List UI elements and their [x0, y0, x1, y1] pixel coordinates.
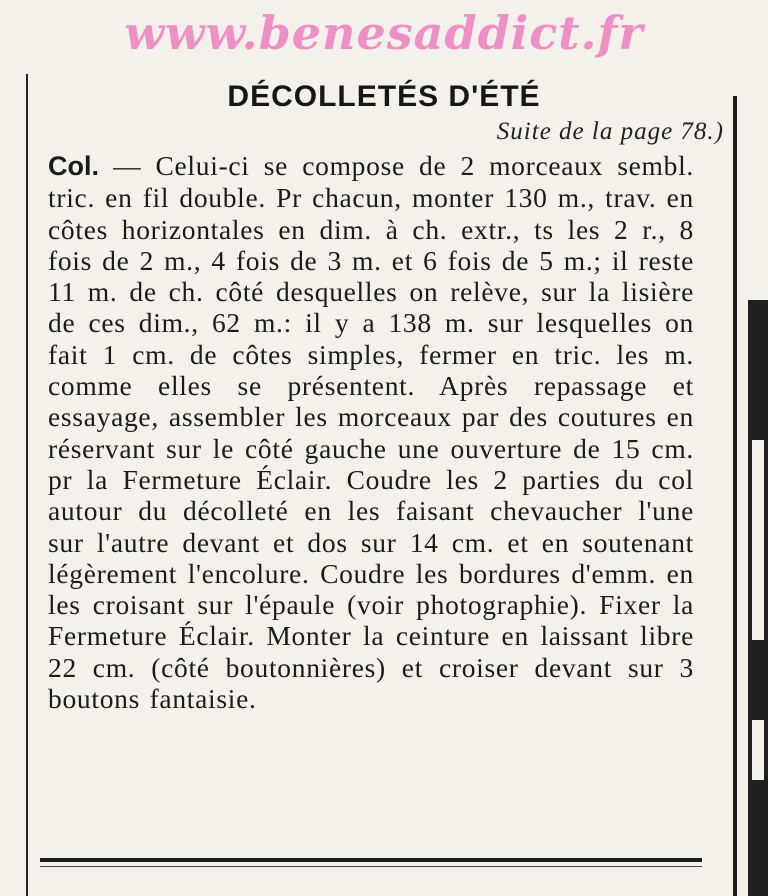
article-title: DÉCOLLETÉS D'ÉTÉ: [227, 80, 541, 113]
adjacent-column-gap: [752, 720, 764, 780]
bottom-rule: [40, 858, 702, 862]
continuation-note: Suite de la page 78.): [496, 118, 724, 145]
left-column-rule: [26, 74, 28, 896]
bottom-rule-thin: [40, 866, 702, 867]
article-body: [48, 150, 694, 714]
watermark-url: www.benesaddict.fr: [124, 6, 644, 60]
adjacent-column-gap: [752, 440, 764, 640]
right-column-rule: [733, 96, 737, 896]
lead-word: Col.: [48, 151, 99, 181]
body-text: — Celui-ci se compose de 2 morceaux sembl. tric. en fil double. Pr chacun, monter 130 m., trav. en côtes horizontales en dim. à ch. extr., ts les 2 r., 8 fois de 2 m., 4 fois de 3 m. et 6 fois de 5 m.; il reste 11 m. de ch. côté desquelles on relève, sur la lisière de ces dim., 62 m.: il y a 138 m. sur lesquelles on fait 1 cm. de côtes simples, fermer en tric. les m. comme elles se présentent. Après repassage et essayage, assembler les morceaux par des coutures en réservant sur le côté gauche une ouverture de 15 cm. pr la Fermeture Éclair. Coudre les 2 parties du col autour du décolleté en les faisant chevaucher l'une sur l'autre devant et dos sur 14 cm. et en soutenant légèrement l'encolure. Coudre les bordures d'emm. en les croisant sur l'épaule (voir photographie). Fixer la Fermeture Éclair. Monter la ceinture en laissant libre 22 cm. (côté boutonnières) et croiser devant sur 3 boutons fantaisie.: [48, 150, 694, 715]
